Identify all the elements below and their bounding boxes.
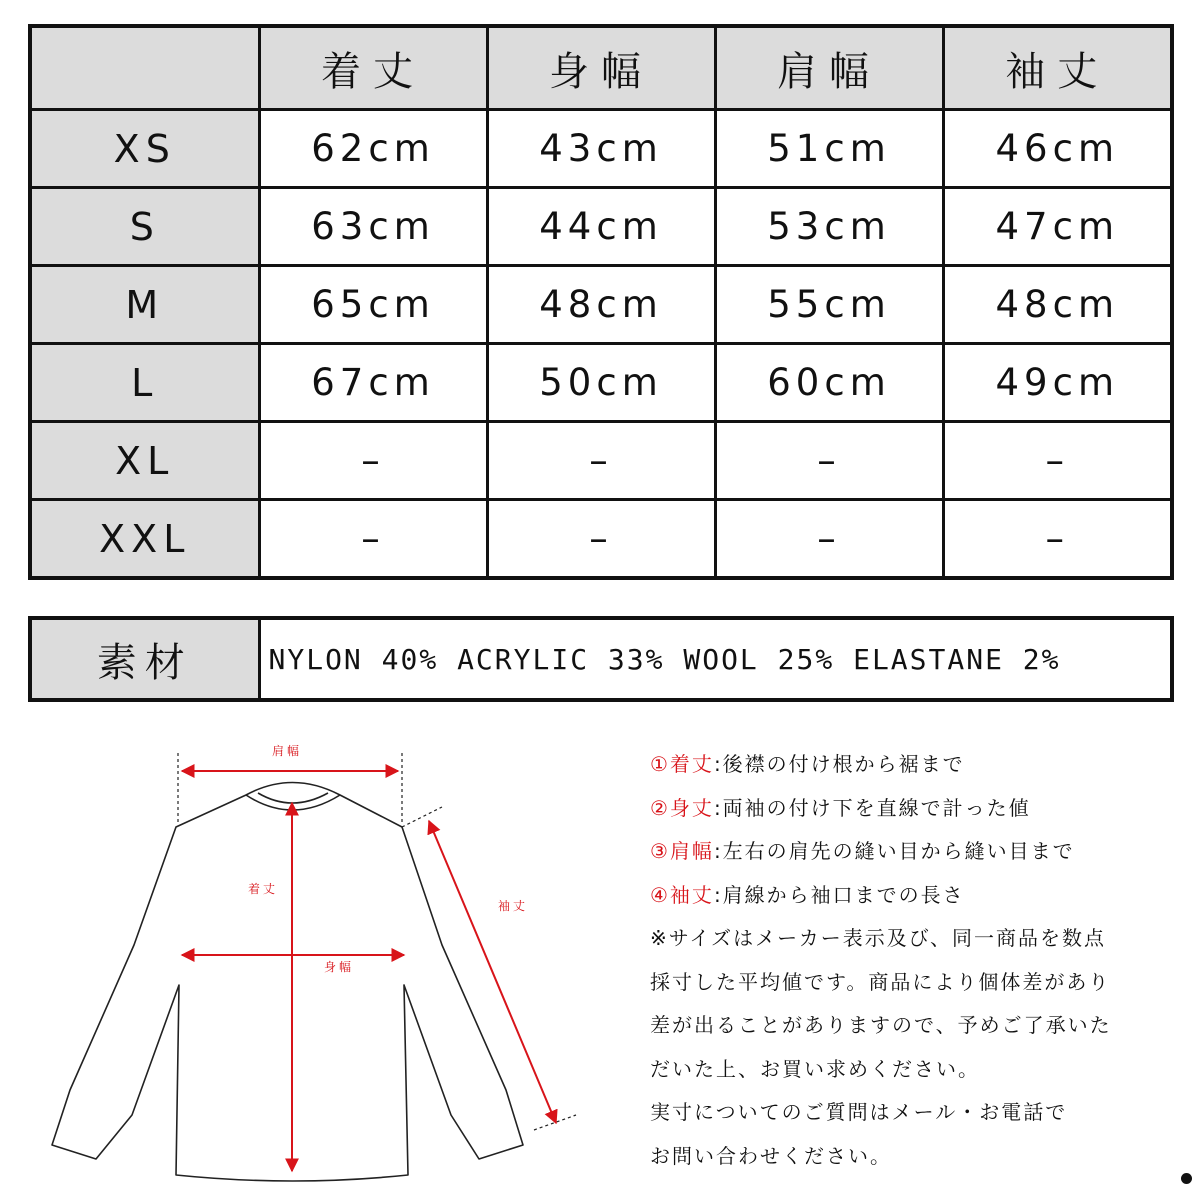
column-header-body-width: 身幅 xyxy=(487,26,715,110)
measurement-cell: 63cm xyxy=(259,188,487,266)
measurement-cell: – xyxy=(259,500,487,579)
measurement-notes xyxy=(650,743,1190,1178)
measurement-cell: 46cm xyxy=(943,110,1172,188)
disclaimer-line: 差が出ることがありますので、予めご了承いた xyxy=(650,1013,1112,1037)
column-header-sleeve-length: 袖丈 xyxy=(943,26,1172,110)
length-label: 着丈 xyxy=(248,882,279,896)
size-row xyxy=(30,266,1172,344)
material-table xyxy=(28,616,1174,702)
material-composition: NYLON 40% ACRYLIC 33% WOOL 25% ELASTANE 2% xyxy=(259,618,1172,700)
measurement-cell: 67cm xyxy=(259,344,487,422)
size-row xyxy=(30,344,1172,422)
measurement-cell: 60cm xyxy=(715,344,943,422)
measurement-arrows xyxy=(182,771,556,1171)
definition-row xyxy=(650,743,1190,787)
size-label-cell: XXL xyxy=(30,500,259,579)
measurement-cell: 65cm xyxy=(259,266,487,344)
measurement-cell: 55cm xyxy=(715,266,943,344)
definition-row xyxy=(650,787,1190,831)
definition-row xyxy=(650,830,1190,874)
disclaimer-line: お問い合わせください。 xyxy=(650,1143,892,1168)
definition-term: ②身丈 xyxy=(650,795,714,820)
measurement-cell: 62cm xyxy=(259,110,487,188)
size-label-cell: M xyxy=(30,266,259,344)
shoulder-label: 肩幅 xyxy=(272,744,303,758)
measurement-cell: 47cm xyxy=(943,188,1172,266)
measurement-cell: – xyxy=(487,422,715,500)
definition-text: :肩線から袖口までの長さ xyxy=(713,882,965,907)
measurement-cell: 53cm xyxy=(715,188,943,266)
definition-text: :後襟の付け根から裾まで xyxy=(713,752,965,776)
measurement-cell: 48cm xyxy=(487,266,715,344)
measurement-cell: 43cm xyxy=(487,110,715,188)
definition-text: :左右の肩先の縫い目から縫い目まで xyxy=(713,839,1075,863)
measurement-cell: 44cm xyxy=(487,188,715,266)
size-row xyxy=(30,188,1172,266)
size-label-cell: S xyxy=(30,188,259,266)
disclaimer-line: ※サイズはメーカー表示及び、同一商品を数点 xyxy=(650,926,1106,950)
column-header-shoulder-width: 肩幅 xyxy=(715,26,943,110)
measurement-cell: – xyxy=(715,500,943,579)
size-label-cell: XL xyxy=(30,422,259,500)
diagram-labels xyxy=(248,743,528,974)
size-label-cell: XS xyxy=(30,110,259,188)
size-label-cell: L xyxy=(30,344,259,422)
measurement-cell: – xyxy=(943,422,1172,500)
disclaimer-line: 実寸についてのご質問はメール・お電話で xyxy=(650,1100,1068,1124)
definition-term: ③肩幅 xyxy=(650,839,714,863)
measurement-cell: 50cm xyxy=(487,344,715,422)
size-row xyxy=(30,422,1172,500)
disclaimer-line: だいた上、お買い求めください。 xyxy=(650,1056,980,1081)
disclaimer-line: 採寸した平均値です。商品により個体差があり xyxy=(650,969,1111,994)
size-chart-corner-cell xyxy=(30,26,259,110)
definition-term: ④袖丈 xyxy=(650,882,714,907)
size-row xyxy=(30,110,1172,188)
measurement-cell: – xyxy=(715,422,943,500)
material-row xyxy=(30,618,1172,700)
sweater-outline xyxy=(52,783,523,1182)
measurement-cell: – xyxy=(943,500,1172,579)
guide-lines xyxy=(178,753,576,1130)
definition-term: ①着丈 xyxy=(650,752,714,776)
size-chart-header-row xyxy=(30,26,1172,110)
body-width-label: 身幅 xyxy=(324,960,355,974)
measurement-cell: – xyxy=(259,422,487,500)
sleeve-label: 袖丈 xyxy=(498,899,529,913)
size-chart-table xyxy=(28,24,1174,580)
measurement-cell: 51cm xyxy=(715,110,943,188)
measurement-cell: 49cm xyxy=(943,344,1172,422)
sleeve-length-arrow xyxy=(429,821,556,1123)
corner-dot xyxy=(1181,1173,1192,1184)
definition-text: :両袖の付け下を直線で計った値 xyxy=(713,795,1031,820)
measurement-cell: – xyxy=(487,500,715,579)
definition-row xyxy=(650,874,1190,918)
material-label: 素材 xyxy=(30,618,259,700)
measurement-cell: 48cm xyxy=(943,266,1172,344)
column-header-length: 着丈 xyxy=(259,26,487,110)
size-row xyxy=(30,500,1172,579)
garment-measurement-diagram xyxy=(36,735,596,1185)
